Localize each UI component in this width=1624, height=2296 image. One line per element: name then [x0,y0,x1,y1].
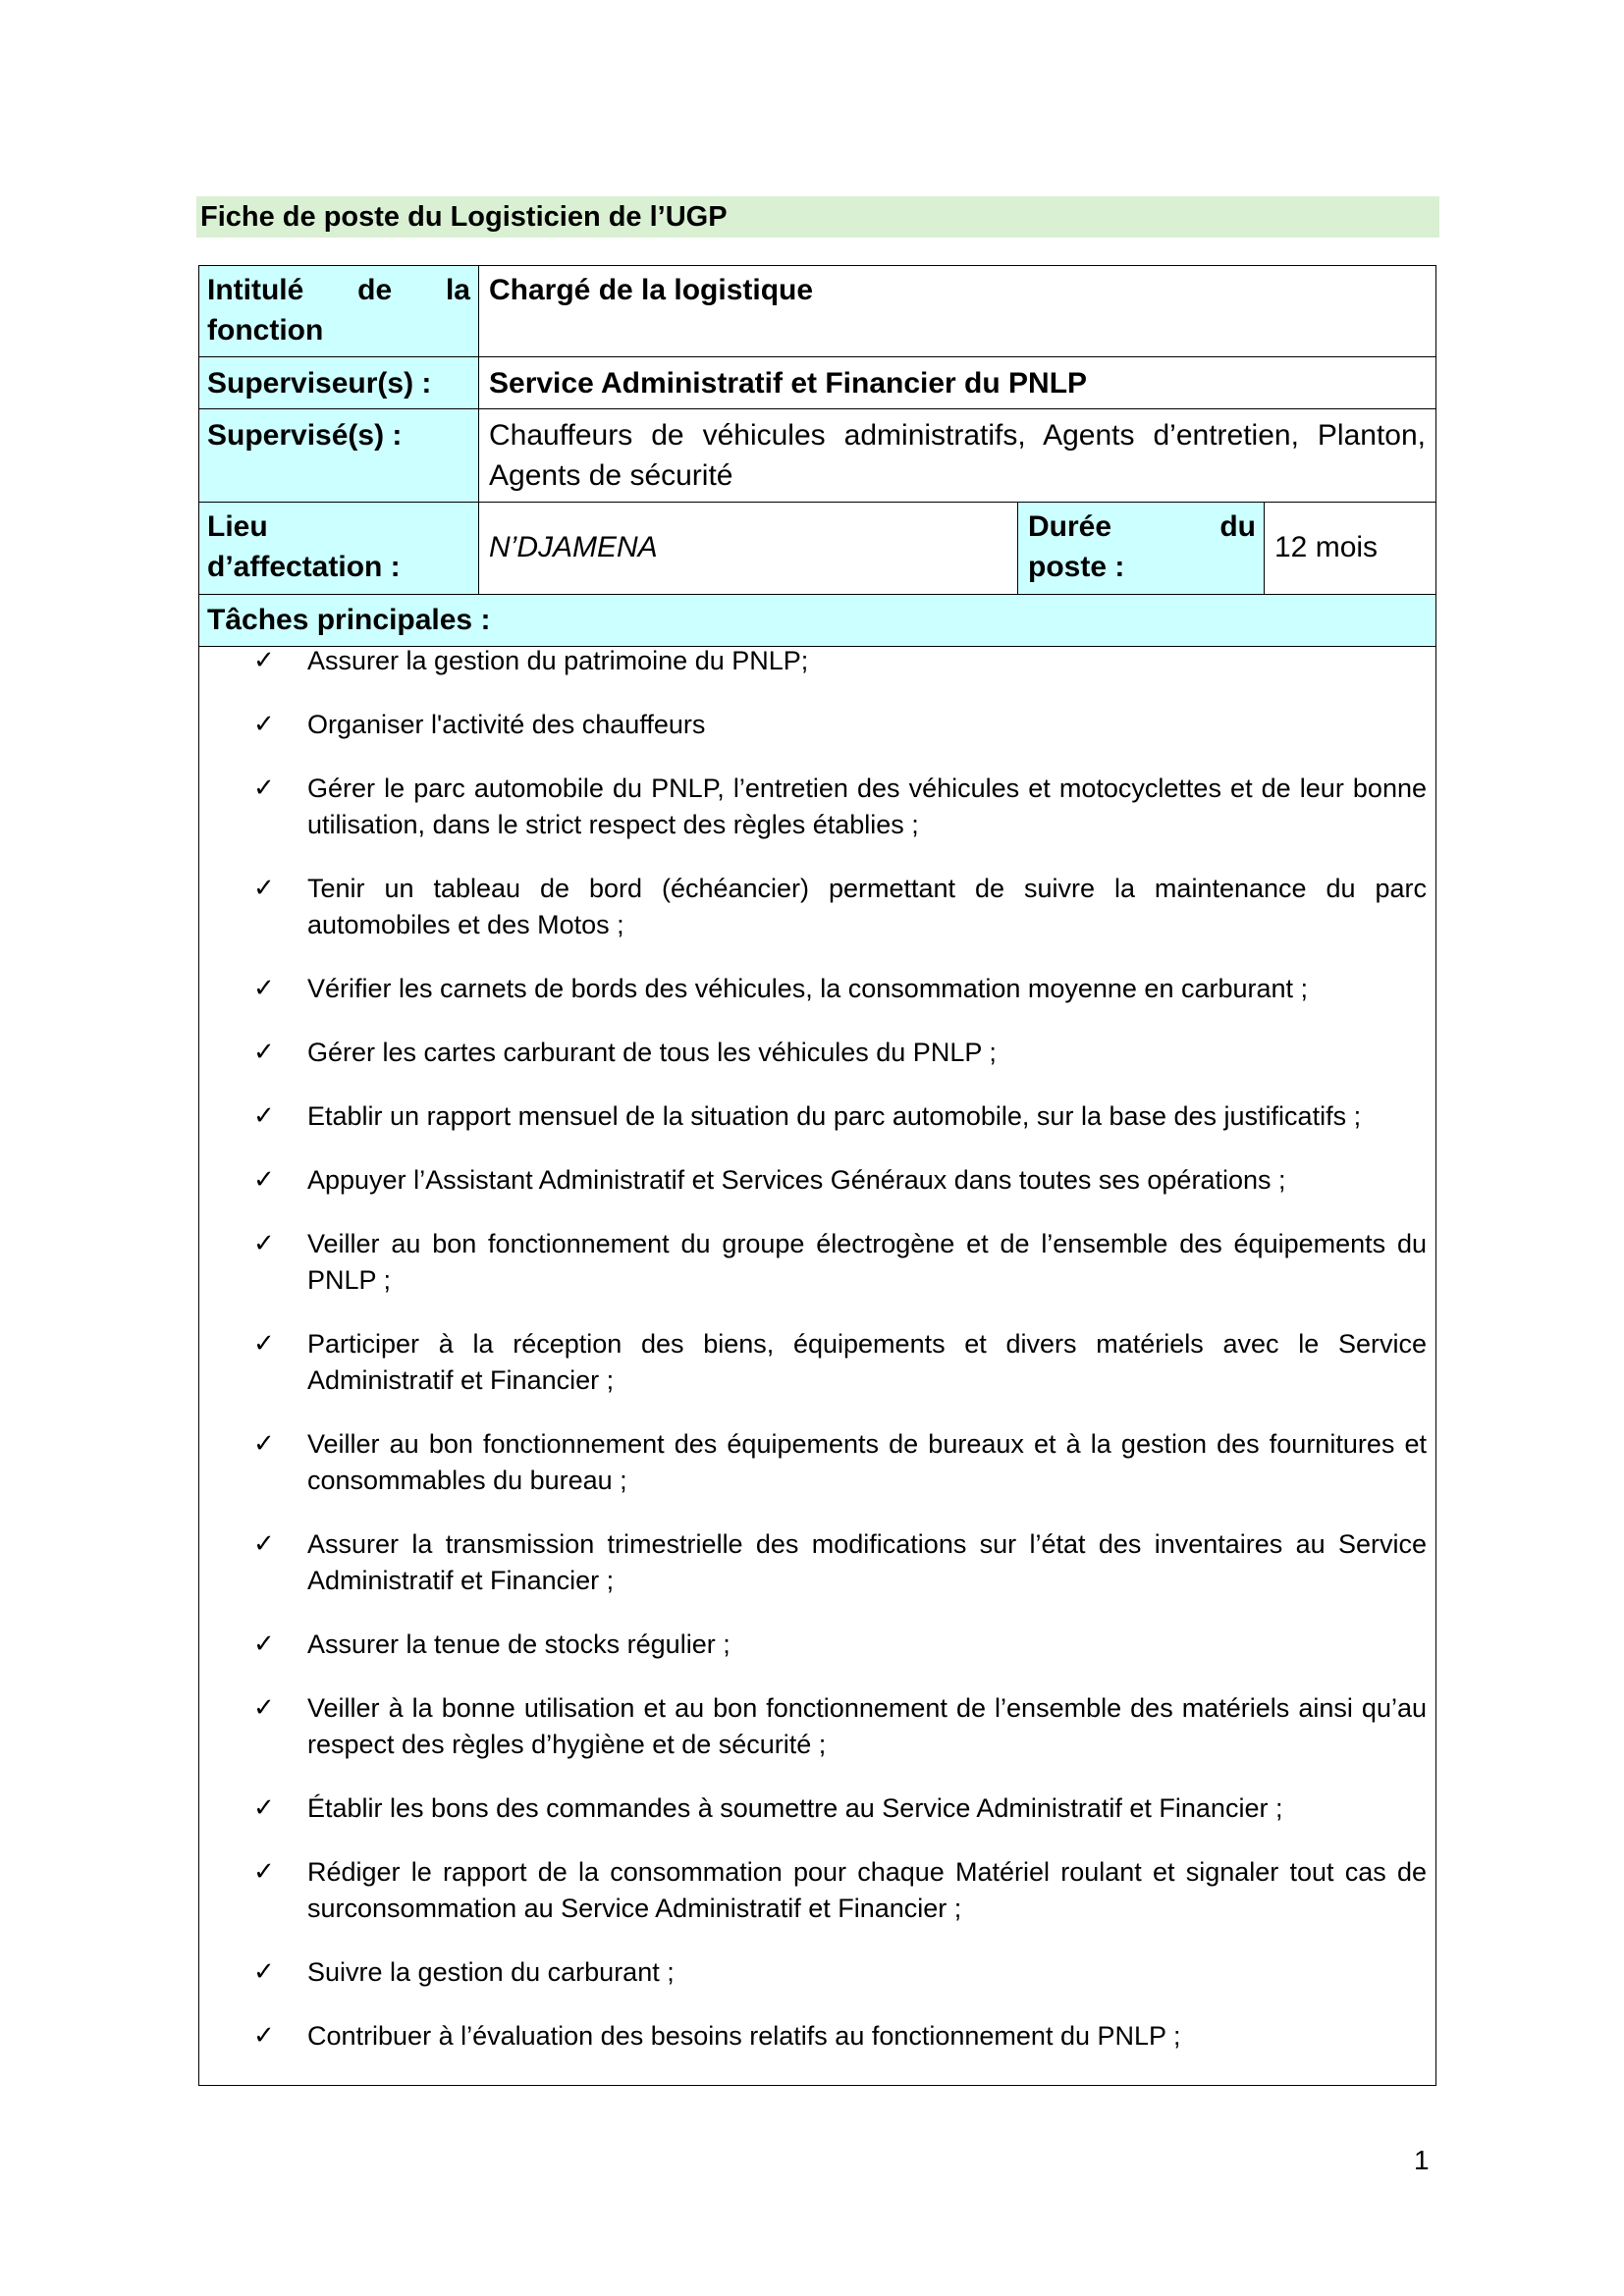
duree-label: Durée du poste : [1028,510,1256,583]
checkmark-icon: ✓ [253,1529,275,1559]
task-text: Tenir un tableau de bord (échéancier) permettant de suivre la maintenance du parc automobiles et des Motos ; [307,874,1427,939]
task-item [253,1098,1427,1135]
task-item [253,1790,1427,1827]
task-text: Participer à la réception des biens, équipements et divers matériels avec le Service Administratif et Financier ; [307,1329,1427,1395]
checkmark-icon: ✓ [253,710,275,739]
task-item [253,1226,1427,1299]
checkmark-icon: ✓ [253,974,275,1003]
row-divider [198,594,1436,595]
column-divider [1264,502,1265,595]
intitule-value: Chargé de la logistique [489,274,814,306]
task-text: Gérer les cartes carburant de tous les véhicules du PNLP ; [307,1038,997,1067]
row-divider [198,408,1436,409]
task-item [253,707,1427,743]
page-title: Fiche de poste du Logisticien de l’UGP [196,196,1439,238]
task-text: Veiller au bon fonctionnement du groupe électrogène et de l’ensemble des équipements du PNLP ; [307,1229,1427,1295]
task-item [253,643,1427,679]
task-item [253,1954,1427,1991]
intitule-label: Intitulé de la fonction [207,274,470,347]
checkmark-icon: ✓ [253,1793,275,1823]
supervise-value: Chauffeurs de véhicules administratifs, Agents d’entretien, Planton, Agents de sécurité [489,419,1426,492]
task-text: Assurer la tenue de stocks régulier ; [307,1629,731,1659]
task-item [253,1526,1427,1599]
checkmark-icon: ✓ [253,1693,275,1723]
task-text: Gérer le parc automobile du PNLP, l’entretien des véhicules et motocyclettes et de leur bonne utilisation, dans le strict respect des règles établies ; [307,774,1427,839]
task-item [253,971,1427,1007]
checkmark-icon: ✓ [253,1857,275,1887]
taches-label: Tâches principales : [207,604,491,636]
task-text: Suivre la gestion du carburant ; [307,1957,675,1987]
lieu-value: N’DJAMENA [489,531,658,563]
checkmark-icon: ✓ [253,646,275,675]
task-text: Vérifier les carnets de bords des véhicules, la consommation moyenne en carburant ; [307,974,1309,1003]
checkmark-icon: ✓ [253,2021,275,2051]
task-text: Rédiger le rapport de la consommation pour chaque Matériel roulant et signaler tout cas de surconsommation au Service Administratif et Financier ; [307,1857,1427,1923]
task-item [253,1326,1427,1399]
checkmark-icon: ✓ [253,1429,275,1459]
task-item [253,1854,1427,1927]
checkmark-icon: ✓ [253,874,275,903]
superviseur-value: Service Administratif et Financier du PNLP [489,367,1088,400]
task-item [253,1690,1427,1763]
task-item [253,2018,1427,2055]
column-divider [1017,502,1018,595]
task-text: Appuyer l’Assistant Administratif et Services Généraux dans toutes ses opérations ; [307,1165,1286,1195]
task-text: Veiller à la bonne utilisation et au bon fonctionnement de l’ensemble des matériels ainsi qu’au respect des règles d’hygiène et de sécurité ; [307,1693,1427,1759]
task-text: Assurer la gestion du patrimoine du PNLP; [307,646,809,675]
task-text: Établir les bons des commandes à soumettre au Service Administratif et Financier ; [307,1793,1283,1823]
task-text: Veiller au bon fonctionnement des équipements de bureaux et à la gestion des fournitures et consommables du bureau ; [307,1429,1427,1495]
task-item [253,871,1427,943]
checkmark-icon: ✓ [253,1629,275,1659]
row-divider [198,356,1436,357]
page-number: 1 [1414,2145,1430,2175]
task-item [253,771,1427,843]
checkmark-icon: ✓ [253,1038,275,1067]
task-text: Etablir un rapport mensuel de la situation du parc automobile, sur la base des justificatifs ; [307,1101,1362,1131]
task-list [253,643,1427,2082]
task-item [253,1426,1427,1499]
task-item [253,1162,1427,1199]
duree-value: 12 mois [1274,531,1379,563]
checkmark-icon: ✓ [253,774,275,803]
checkmark-icon: ✓ [253,1957,275,1987]
task-item [253,1627,1427,1663]
task-text: Assurer la transmission trimestrielle des modifications sur l’état des inventaires au Service Administratif et Financier ; [307,1529,1427,1595]
checkmark-icon: ✓ [253,1101,275,1131]
supervise-label: Supervisé(s) : [207,419,403,452]
task-text: Contribuer à l’évaluation des besoins relatifs au fonctionnement du PNLP ; [307,2021,1181,2051]
task-item [253,1035,1427,1071]
lieu-label: Lieu d’affectation : [207,510,401,583]
row-divider [198,502,1436,503]
checkmark-icon: ✓ [253,1329,275,1359]
task-text: Organiser l'activité des chauffeurs [307,710,706,739]
checkmark-icon: ✓ [253,1165,275,1195]
checkmark-icon: ✓ [253,1229,275,1258]
superviseur-label: Superviseur(s) : [207,367,432,400]
column-divider [478,265,479,595]
